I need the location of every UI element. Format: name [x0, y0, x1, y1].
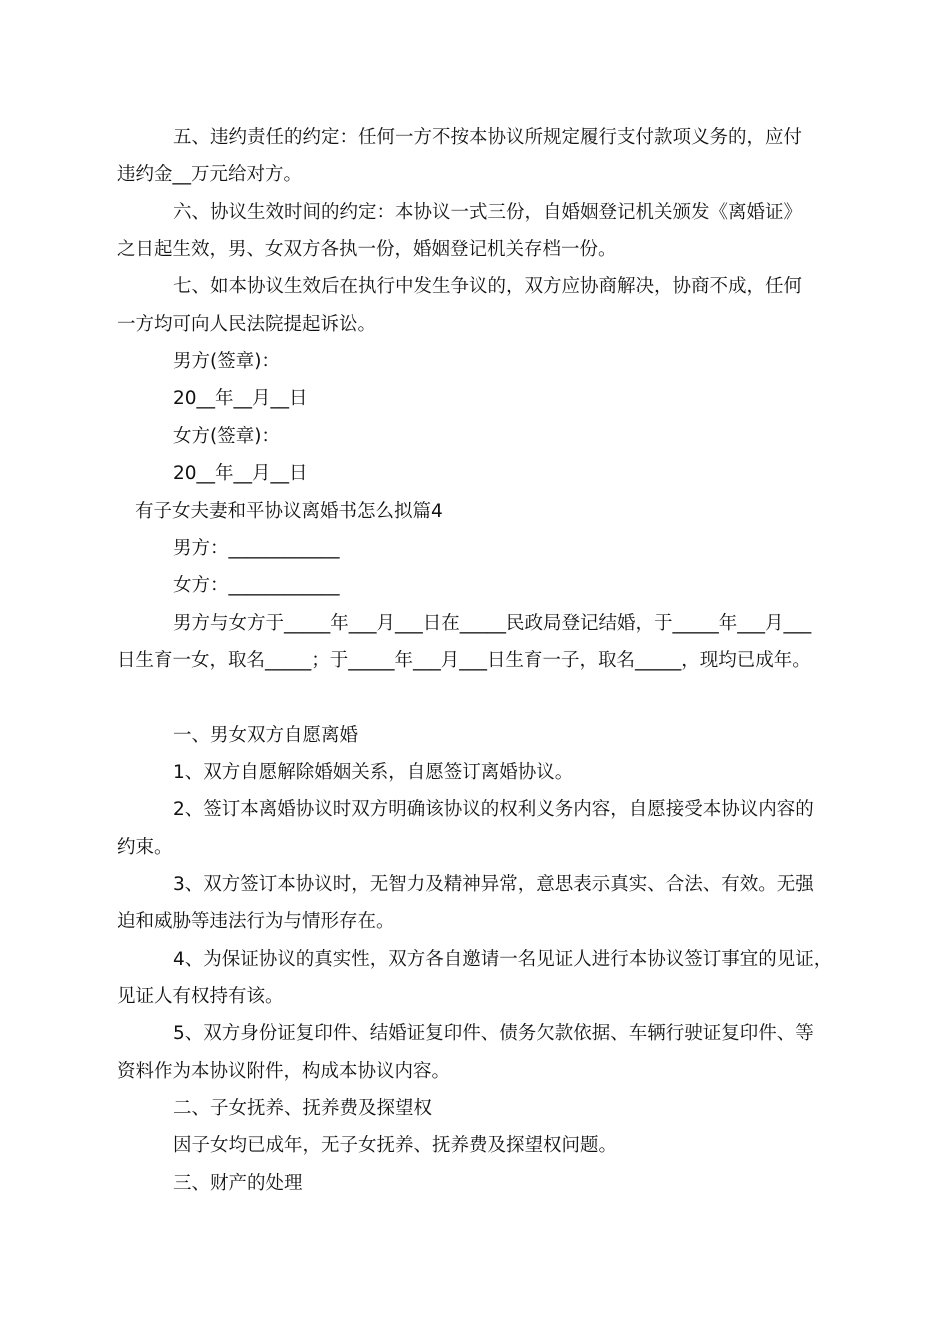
male-party-line: 男方：____________: [173, 538, 340, 559]
item-3-line-1: 3、双方签订本协议时，无智力及精神异常，意思表示真实、合法、有效。无强: [173, 874, 814, 895]
item-4-line-1: 4、为保证协议的真实性，双方各自邀请一名见证人进行本协议签订事宜的见证，: [173, 949, 833, 970]
clause-5-line-1: 五、违约责任的约定：任何一方不按本协议所规定履行支付款项义务的，应付: [173, 127, 803, 148]
child-custody-text: 因子女均已成年，无子女抚养、抚养费及探望权问题。: [173, 1135, 618, 1156]
male-signature-date: 20__年__月__日: [173, 388, 308, 409]
clause-6-line-2: 之日起生效，男、女双方各执一份，婚姻登记机关存档一份。: [117, 239, 617, 260]
female-party-line: 女方：____________: [173, 575, 340, 596]
heading-voluntary-divorce: 一、男女双方自愿离婚: [173, 725, 359, 746]
female-signature-label: 女方(签章)：: [173, 426, 280, 447]
item-5-line-2: 资料作为本协议附件，构成本协议内容。: [117, 1061, 451, 1082]
heading-property: 三、财产的处理: [173, 1173, 303, 1194]
item-1: 1、双方自愿解除婚姻关系，自愿签订离婚协议。: [173, 762, 574, 783]
section-title: 有子女夫妻和平协议离婚书怎么拟篇4: [135, 501, 443, 522]
item-2-line-2: 约束。: [117, 837, 173, 858]
clause-7-line-2: 一方均可向人民法院提起诉讼。: [117, 314, 377, 335]
item-5-line-1: 5、双方身份证复印件、结婚证复印件、债务欠款依据、车辆行驶证复印件、等: [173, 1023, 814, 1044]
clause-7-line-1: 七、如本协议生效后在执行中发生争议的，双方应协商解决，协商不成，任何: [173, 276, 803, 297]
marriage-info-line-1: 男方与女方于_____年___月___日在_____民政局登记结婚，于_____年___月___: [173, 613, 812, 634]
marriage-info-line-2: 日生育一女，取名_____；于_____年___月___日生育一子，取名_____，现均已成年。: [117, 650, 811, 671]
heading-child-custody: 二、子女抚养、抚养费及探望权: [173, 1098, 433, 1119]
item-4-line-2: 见证人有权持有该。: [117, 986, 284, 1007]
item-2-line-1: 2、签订本离婚协议时双方明确该协议的权利义务内容，自愿接受本协议内容的: [173, 799, 814, 820]
clause-6-line-1: 六、协议生效时间的约定：本协议一式三份，自婚姻登记机关颁发《离婚证》: [173, 202, 803, 223]
female-signature-date: 20__年__月__日: [173, 463, 308, 484]
male-signature-label: 男方(签章)：: [173, 351, 280, 372]
item-3-line-2: 迫和威胁等违法行为与情形存在。: [117, 911, 395, 932]
clause-5-line-2: 违约金__万元给对方。: [117, 164, 303, 185]
